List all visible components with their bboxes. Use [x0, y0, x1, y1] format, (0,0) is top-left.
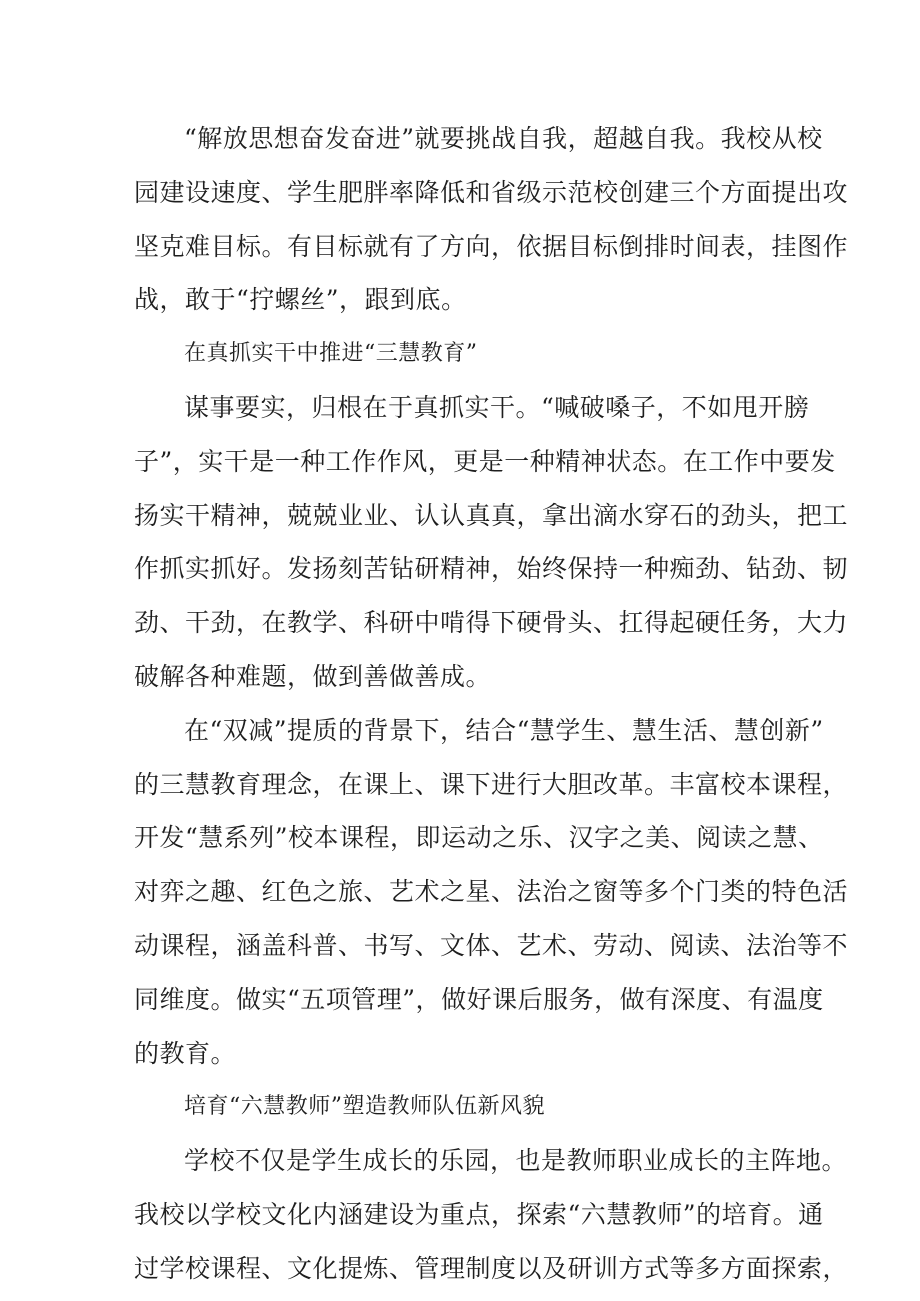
paragraph-line: 的三慧教育理念，在课上、课下进行大胆改革。丰富校本课程， — [134, 769, 849, 799]
section-heading: 在真抓实干中推进“三慧教育” — [184, 341, 478, 367]
paragraph-line: 在“双减”提质的背景下，结合“慧学生、慧生活、慧创新” — [184, 715, 824, 745]
paragraph-line: 园建设速度、学生肥胖率降低和省级示范校创建三个方面提出攻 — [134, 177, 849, 207]
paragraph-line: 同维度。做实“五项管理”，做好课后服务，做有深度、有温度 — [134, 984, 824, 1014]
paragraph-line: 我校以学校文化内涵建设为重点，探索“六慧教师”的培育。通 — [134, 1199, 824, 1229]
paragraph-line: 劲、干劲，在教学、科研中啃得下硬骨头、扛得起硬任务，大力 — [134, 608, 849, 638]
paragraph-line: 子”，实干是一种工作作风，更是一种精神状态。在工作中要发 — [134, 446, 836, 476]
paragraph-line: 开发“慧系列”校本课程，即运动之乐、汉字之美、阅读之慧、 — [134, 823, 824, 853]
paragraph-line: “解放思想奋发奋进”就要挑战自我，超越自我。我校从校 — [184, 124, 823, 153]
paragraph-line: 谋事要实，归根在于真抓实干。“喊破嗓子，不如甩开膀 — [184, 392, 810, 422]
paragraph-line: 战，敢于“拧螺丝”，跟到底。 — [134, 285, 467, 315]
paragraph-line: 扬实干精神，兢兢业业、认认真真，拿出滴水穿石的劲头，把工 — [134, 500, 849, 530]
paragraph-line: 坚克难目标。有目标就有了方向，依据目标倒排时间表，挂图作 — [134, 231, 849, 261]
paragraph-line: 学校不仅是学生成长的乐园，也是教师职业成长的主阵地。 — [184, 1146, 848, 1176]
document-body — [134, 112, 849, 1296]
paragraph-line: 破解各种难题，做到善做善成。 — [134, 661, 492, 691]
paragraph-line: 动课程，涵盖科普、书写、文体、艺术、劳动、阅读、法治等不 — [134, 930, 849, 960]
paragraph-line: 的教育。 — [134, 1038, 237, 1068]
paragraph-line: 作抓实抓好。发扬刻苦钻研精神，始终保持一种痴劲、钻劲、韧 — [134, 554, 849, 584]
paragraph-line: 对弈之趣、红色之旅、艺术之星、法治之窗等多个门类的特色活 — [134, 877, 849, 907]
paragraph-line: 过学校课程、文化提炼、管理制度以及研训方式等多方面探索， — [134, 1253, 849, 1283]
section-heading: 培育“六慧教师”塑造教师队伍新风貌 — [184, 1094, 545, 1120]
